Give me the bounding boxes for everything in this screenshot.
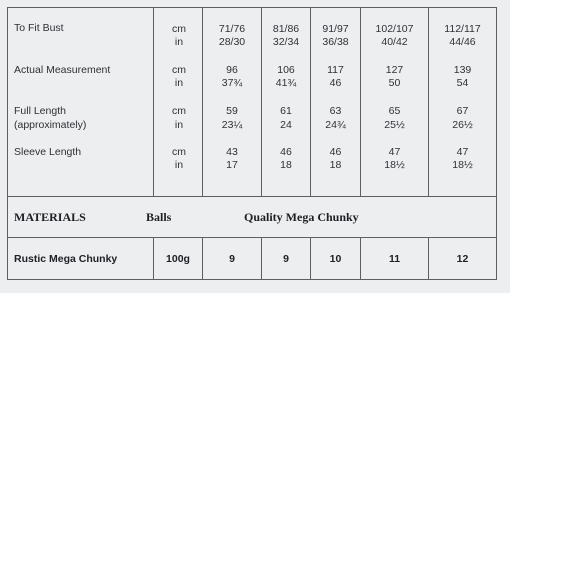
ball-quantity: 11 [388,253,401,265]
ball-quantity: 12 [456,253,469,265]
value-in: 54 [456,77,469,89]
value-in: 18 [329,159,342,171]
row-label-to-fit-bust: To Fit Bust [14,22,64,34]
value-cm: 117 [327,64,344,76]
value-in: 24¾ [325,119,346,131]
value-cm: 59 [226,105,238,117]
row-label-full-length: Full Length [14,105,66,117]
value-cm: 46 [329,146,342,158]
yarn-name: Rustic Mega Chunky [14,253,118,265]
table-border-bottom [7,279,497,280]
unit-cm: cm [172,105,186,117]
size-in: 36/38 [322,36,349,48]
table-border-right [496,7,497,280]
table-divider-materials [7,196,497,197]
size-cm: 102/107 [375,23,414,35]
value-in: 50 [388,77,401,89]
value-cm: 67 [456,105,469,117]
size-in: 40/42 [381,36,408,48]
column-divider [153,7,154,196]
value-in: 18 [280,159,292,171]
value-in: 37¾ [221,77,243,89]
materials-heading: MATERIALS [14,210,86,224]
value-in: 18½ [384,159,405,171]
size-cm: 112/117 [444,23,481,35]
value-in: 25½ [384,119,405,131]
table-divider-yarn [7,237,497,238]
value-in: 23¼ [221,119,243,131]
size-in: 28/30 [218,36,246,48]
value-in: 41¾ [275,77,297,89]
quality-heading: Quality Mega Chunky [244,210,359,224]
row-label-actual-measurement: Actual Measurement [14,64,111,76]
table-border-top [7,7,497,8]
size-in: 32/34 [272,36,300,48]
value-cm: 106 [277,64,295,76]
ball-quantity: 10 [329,253,342,265]
value-in: 26½ [452,119,473,131]
unit-in: in [174,119,184,131]
unit-in: in [174,77,184,89]
value-cm: 127 [385,64,404,76]
ball-quantity: 9 [229,253,235,265]
row-label-sleeve-length: Sleeve Length [14,146,82,158]
value-in: 18½ [452,159,473,171]
value-in: 46 [329,77,342,89]
value-in: 17 [226,159,238,171]
size-cm: 71/76 [218,23,246,35]
row-label-full-length-note: (approximately) [14,119,87,131]
value-cm: 139 [453,64,472,76]
table-border-left [7,7,8,280]
value-cm: 63 [329,105,342,117]
value-in: 24 [280,119,292,131]
size-cm: 81/86 [272,23,300,35]
unit-cm: cm [172,64,186,76]
balls-heading: Balls [146,210,172,224]
value-cm: 47 [388,146,401,158]
size-in: 44/46 [449,36,476,48]
unit-in: in [174,36,184,48]
value-cm: 65 [388,105,401,117]
unit-cm: cm [172,23,186,35]
unit-cm: cm [172,146,186,158]
value-cm: 46 [280,146,292,158]
value-cm: 61 [280,105,292,117]
size-cm: 91/97 [322,23,349,35]
unit-in: in [174,159,184,171]
value-cm: 96 [226,64,238,76]
value-cm: 47 [456,146,469,158]
value-cm: 43 [226,146,238,158]
yarn-weight: 100g [166,253,190,265]
sizing-table [0,0,510,293]
ball-quantity: 9 [283,253,289,265]
